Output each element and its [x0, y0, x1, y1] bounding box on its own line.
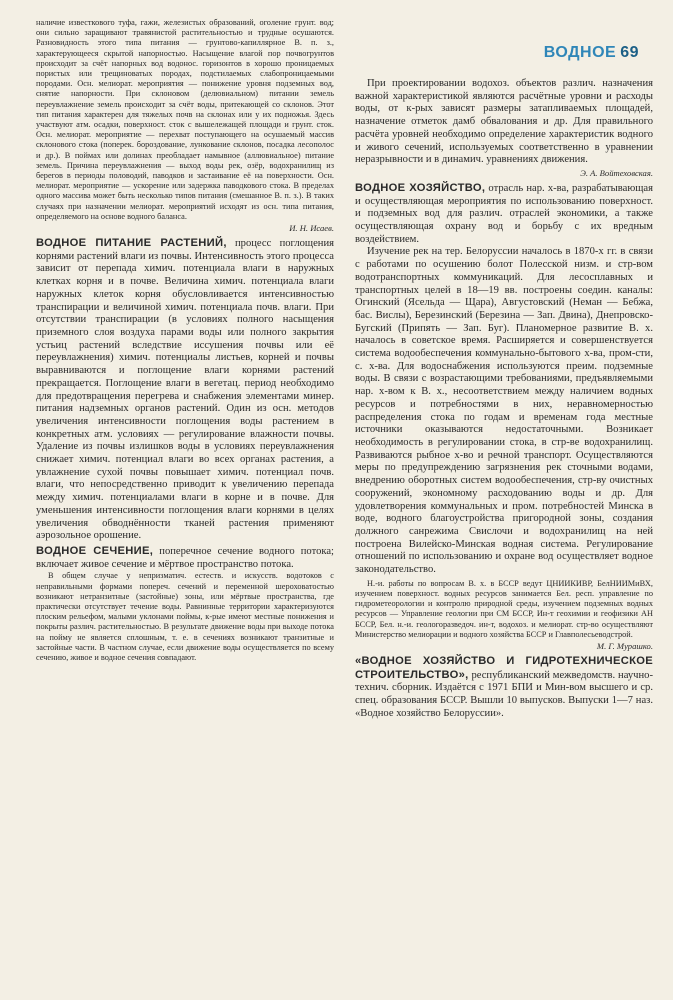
entry-heading: ВОДНОЕ ХОЗЯЙСТВО,: [355, 181, 486, 194]
article-text: В общем случае у непризматич. естеств. и искусств. водотоков с неправильными формами попереч. сечений и переменной шероховатостью возникают нетранзитные (застойные) зоны, или мёртвые пространства, где практически отсутствует течение воды. Равнинные территории характеризуются плоским рельефом, малыми уклонами поймы, к-рые имеют местные понижения и покрыты различ. растительностью. В результате движение воды при выходе потока на пойму не является сплошным, т. е. в сечениях возникают транзитные и застойные части. В частном случае, если движение воды осуществляется по всему сечению, живое и водное сечения совпадают.: [36, 571, 334, 662]
article-author: И. Н. Исаев.: [289, 223, 334, 234]
entry-text: процесс поглощения корнями растений влаги из почвы. Интенсивность этого процесса зависит от перепада химич. потенциала влаги в наружных клетках корня и в почве. Величина химич. потенциала влаги наружных клеток корня обусловливается интенсивностью транспирации и величиной химич. потенциала почв. влаги. При отсутствии транспирации (в условиях полного насыщения приземного слоя воздуха парами воды или полного закрытия устьиц растений вследствие иссушения почвы или её переувлажнения) химич. потенциалы листьев, корней и почвы выравниваются и поглощение влаги корнями растений прекращается. Поглощение влаги в вегетац. период необходимо для предотвращения перегрева и снабжения элементами минер. питания надземных органов растений. Один из осн. методов увеличения интенсивности поглощения воды растением в конкретных атм. условиях — регулирование влажности почвы. Удаление из почвы излишков воды в условиях переувлажнения снижает химич. потенциал влаги во всех органах растения, а увлажнение сухой почвы повышает химич. потенциал почв. влаги, что непосредственно приводит к увеличению перепада между химич. потенциалами влаги в корне и в почве. Для уменьшения интенсивности поглощения влаги корнями в целях увеличения обводнённости тканей растения применяют аэрозольное орошение.: [36, 238, 334, 542]
entry-heading: ВОДНОЕ СЕЧЕНИЕ,: [36, 544, 154, 557]
right-column: [355, 78, 653, 720]
article-author: Э. А. Войтеховская.: [580, 167, 653, 178]
entry-text: отрасль нар. х-ва, разрабатывающая и осуществляющая мероприятия по использованию поверхност. и подземных вод для различ. отраслей экономики, а также осуществляющая охрану вод и борьбу с их вредным воздействием.: [355, 182, 653, 245]
entry-text: поперечное сечение водного потока; включает живое сечение и мёртвое пространство потока.: [36, 545, 334, 570]
page-number: 69: [620, 44, 639, 61]
left-column: [36, 18, 334, 663]
article-text: Изучение рек на тер. Белоруссии началось в 1870-х гг. в связи с работами по осушению болот Полесской низм. и стр-вом водотранспортных коммуникаций. Для лесосплавных и транспортных целей в 18—19 вв. построены соедин. каналы: Огинский (Ясельда — Щара), Августовский (Неман — Бебжа, бас. Вислы), Березинский (Березина — Зап. Двина), Днепровско-Бугский (Припять — Зап. Буг). Планомерное развитие В. х. началось в советское время. Расширяется и совершенствуется система водообеспечения коммунально-бытового х-ва, пром-сти, с. х-ва. Для водоснабжения используются преим. подземные воды. В связи с возрастающими требованиями, предъявляемыми нар. х-вом к В. х., несоответствием между наличием водных ресурсов и потребностями в них, неравномерностью распределения стока по годам и временам года местные источники оказываются недостаточными. Возникает необходимость в регулировании стока, в стр-ве водохранилищ. Развиваются рыбное х-во и речной транспорт. Осуществляются меры по предупреждению загрязнения рек сточными водами, внедрению оборотных систем водообеспечения, стр-ву очистных сооружений, экономному расходованию воды и др. Для удовлетворения коммунальных и пром. потребностей Минска в воде, водного благоустройства пригородной зоны, создания должного санрежима Свислочи и водохранилищ на ней построена Вилейско-Минская водная система. Регулирование отношений по использованию и охране вод осуществляет водное законодательство.: [355, 246, 653, 576]
article-text: При проектировании водохоз. объектов различ. назначения важной характеристикой являются расчётные уровни и расходы воды, от к-рых зависят размеры затапливаемых площадей, назначение отметок дамб обвалования и др. Для правильного расчёта уровней необходимо определение характеристик водного и живого сечений, используемых соответственно в уравнении неразрывности и в динамич. уравнениях движения.: [355, 78, 653, 166]
entry-text: республиканский межведомств. научно-технич. сборник. Издаётся с 1971 БПИ и Мин-вом высшего и ср. спец. образования БССР. Вышли 10 выпусков. Выпуски 1—7 наз. «Водное хозяйство Белоруссии».: [355, 669, 653, 719]
article-author: М. Г. Мурашко.: [596, 640, 653, 651]
running-head: [544, 44, 639, 62]
article-text: наличие известкового туфа, гажи, железистых образований, оголение грунт. вод; они сильно заращивают травянистой растительностью и трудные осушаются. Разновидность этого типа питания — грунтово-капиллярное В. п. з., характерующееся скрытой напорностью. Насыщение влагой пор почвогрунтов происходит за счёт напорных вод водонос. горизонтов в хорошо проницаемых пористых или трещиноватых породах, подстилаемых слабопроницаемыми породами. Осн. мелиорат. мероприятия — понижение уровня подземных вод, снятие напорности. При склоновом (делювиальном) питании земель переувлажнение земель происходит за счёт воды, притекающей со склонов. Этот тип питания характерен для тяжелых почв на склонах или у их подножья. Здесь участвуют атм. осадки, поверхност. сток с вышележащей площади и грунт. сток. Осн. мелиорат. мероприятие — перехват поступающего на осушаемый массив склонового стока (поперек. бороздование, лункование склонов, посадка лесополос и др.). В поймах или долинах преобладает намывное (аллювиальное) питание земель. Причина переувлажнения — выход воды рек, озёр, водохранилищ из берегов в периоды половодий, паводков и застаивание её на поверхности. Осн. мелиорат. мероприятие — ускорение или задержка паводкового стока. В пределах одного массива может быть несколько типов питания (смешанное В. п. з.). В таких случаях при назначении мелиорат. мероприятий исходят из осн. типа питания, определяемого на основе водного баланса.: [36, 18, 334, 221]
running-head-title: ВОДНОЕ: [543, 44, 617, 61]
article-text: Н.-и. работы по вопросам В. х. в БССР ведут ЦНИИКИВР, БелНИИМиВХ, изучением поверхност. водных ресурсов занимается Бел. респ. управление по гидрометеорологии и контролю природной среды, изучением подземных водных ресурсов — Управление геологии при СМ БССР, Ин-т геохимии и геофизики АН БССР, Бел. н.-и. геологоразведоч. ин-т, водохоз. и мелиорат. стр-во осуществляют Министерство мелиорации и водного хозяйства БССР и Главполесьеводстрой.: [355, 578, 653, 639]
entry-heading: ВОДНОЕ ПИТАНИЕ РАСТЕНИЙ,: [36, 237, 227, 250]
entry-heading: «ВОДНОЕ ХОЗЯЙСТВО И ГИДРОТЕХНИЧЕСКОЕ СТРОИТЕЛЬСТВО»,: [355, 654, 653, 681]
